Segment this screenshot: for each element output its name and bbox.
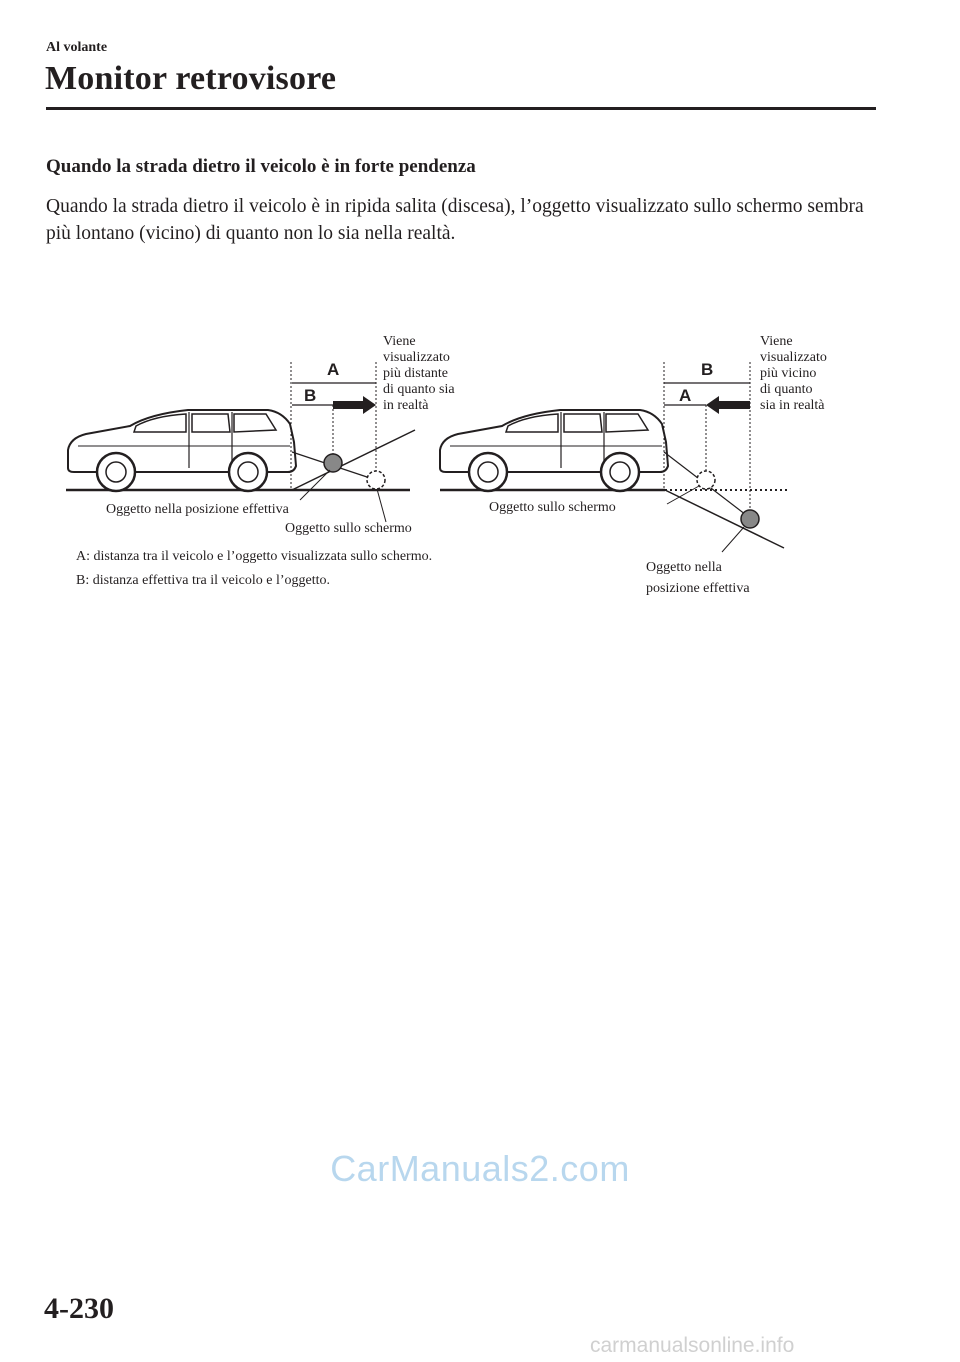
watermark: CarManuals2.com <box>330 1148 630 1189</box>
left-label-screen: Oggetto sullo schermo <box>285 521 412 536</box>
left-diagram <box>66 360 415 522</box>
left-screen-object <box>367 471 385 489</box>
right-car <box>440 410 668 491</box>
left-label-actual: Oggetto nella posizione effettiva <box>106 502 289 517</box>
right-callout: Viene visualizzato più vicino di quanto sia in realtà <box>760 334 827 413</box>
section-label: Al volante <box>46 40 108 55</box>
left-callout: Viene visualizzato più distante di quanto sia in realtà <box>383 334 455 413</box>
legend-a: A: distanza tra il veicolo e l’oggetto visualizzata sullo schermo. <box>76 549 433 564</box>
left-actual-object <box>324 454 342 472</box>
subheading: Quando la strada dietro il veicolo è in forte pendenza <box>46 156 476 177</box>
left-slope-line <box>292 430 415 490</box>
right-label-actual: Oggetto nella posizione effettiva <box>646 560 750 596</box>
left-arrow-head <box>363 396 376 414</box>
left-arrow-shaft <box>333 401 363 409</box>
left-dim-b: B <box>304 386 317 405</box>
right-arrow-shaft <box>719 401 750 409</box>
body-paragraph: Quando la strada dietro il veicolo è in ripida salita (discesa), l’oggetto visualizzato sullo schermo sembra più lontano (vicino) di quanto non lo sia nella realtà. <box>46 196 864 244</box>
right-dim-a: A <box>679 386 692 405</box>
right-arrow-head <box>706 396 719 414</box>
right-screen-object <box>697 471 715 489</box>
right-dim-b: B <box>701 360 714 379</box>
slope-illustration <box>0 0 960 620</box>
right-label-screen: Oggetto sullo schermo <box>489 500 616 515</box>
page-title: Monitor retrovisore <box>45 60 337 97</box>
watermark-bottom: carmanualsonline.info <box>590 1334 795 1357</box>
page-number: 4-230 <box>44 1292 114 1325</box>
right-diagram <box>440 360 790 552</box>
legend-b: B: distanza effettiva tra il veicolo e l’oggetto. <box>76 573 330 588</box>
left-dim-a: A <box>327 360 340 379</box>
right-actual-object <box>741 510 759 528</box>
left-car <box>68 410 296 491</box>
